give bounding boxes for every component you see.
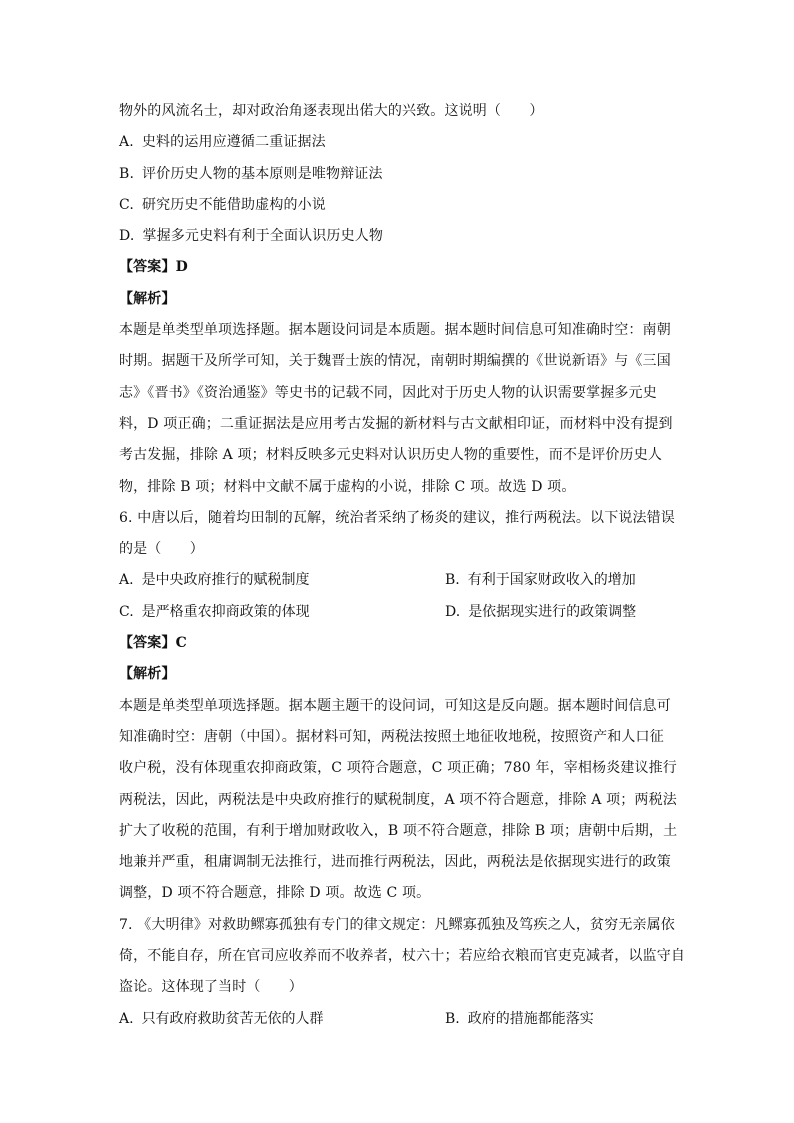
q5-option-a: [119, 127, 679, 158]
q7-options-row-1: [119, 1004, 679, 1035]
option-text: 是中央政府推行的赋税制度: [141, 572, 310, 589]
q5-analysis-line: 料，D 项正确；二重证据法是应用考古发掘的新材料与古文献相印证，而材料中没有提到: [119, 415, 673, 432]
option-letter: D.: [119, 228, 135, 245]
option-text: 是严格重农抑商政策的体现: [141, 603, 310, 620]
q7-stem-line: 倚，不能自存，所在官司应收养而不收养者，杖六十；若应给衣粮而官吏克减者，以监守自: [119, 948, 685, 965]
option-text: 研究历史不能借助虚构的小说: [141, 196, 326, 213]
q5-analysis-heading: 【解析】: [119, 290, 176, 307]
q6-analysis-line: 调整，D 项不符合题意，排除 D 项。故选 C 项。: [119, 885, 431, 902]
q7-stem-line: 盗论。这体现了当时（ ）: [119, 979, 303, 996]
option-text: 政府的措施都能落实: [467, 1010, 594, 1027]
option-text: 是依据现实进行的政策调整: [468, 603, 637, 620]
q7-option-b: [445, 1004, 594, 1035]
q6-option-b: [445, 565, 636, 596]
q6-analysis-heading: 【解析】: [119, 666, 176, 683]
option-letter: A.: [119, 572, 134, 589]
q6-option-c: [119, 597, 445, 628]
q6-option-d: [445, 597, 636, 628]
q5-option-d: [119, 221, 679, 252]
q6-options-row-1: [119, 565, 679, 596]
option-letter: B.: [445, 572, 460, 589]
q6-analysis-line: 收户税，没有体现重农抑商政策，C 项符合题意，C 项正确；780 年，宰相杨炎建议推行: [119, 760, 677, 777]
q7-option-a: [119, 1004, 445, 1035]
option-text: 有利于国家财政收入的增加: [467, 572, 636, 589]
q6-options-row-2: [119, 597, 679, 628]
q5-analysis-line: 本题是单类型单项选择题。据本题设问词是本质题。据本题时间信息可知准确时空：南朝: [119, 322, 671, 339]
q7-stem-line: 7. 《大明律》对救助鳏寡孤独有专门的律文规定：凡鳏寡孤独及笃疾之人，贫穷无亲属依: [119, 916, 675, 933]
q6-analysis-line: 两税法，因此，两税法是中央政府推行的赋税制度，A 项不符合题意，排除 A 项；两税法: [119, 791, 677, 808]
q6-analysis-line: 地兼并严重，租庸调制无法推行，进而推行两税法，因此，两税法是依据现实进行的政策: [119, 854, 671, 871]
q5-analysis-line: 志》《晋书》《资治通鉴》等史书的记载不同，因此对于历史人物的认识需要掌握多元史: [119, 384, 657, 401]
document-page: [119, 96, 685, 1035]
option-letter: A.: [119, 134, 134, 151]
q5-option-c: [119, 190, 679, 221]
option-text: 掌握多元史料有利于全面认识历史人物: [142, 228, 384, 245]
option-letter: B.: [119, 165, 135, 182]
q6-analysis-line: 扩大了收税的范围，有利于增加财政收入，B 项不符合题意，排除 B 项；唐朝中后期，土: [119, 822, 678, 839]
q6-analysis-line: 知准确时空：唐朝（中国）。据材料可知，两税法按照土地征收地税，按照资产和人口征: [119, 728, 664, 745]
option-text: 评价历史人物的基本原则是唯物辩证法: [142, 165, 383, 182]
q6-stem-line: 的是（ ）: [119, 541, 204, 558]
option-letter: B.: [445, 1010, 460, 1027]
q6-analysis-line: 本题是单类型单项选择题。据本题主题干的设问词，可知这是反向题。据本题时间信息可: [119, 697, 671, 714]
option-letter: C.: [119, 196, 134, 213]
q5-analysis-line: 考古发掘，排除 A 项；材料反映多元史料对认识历史人物的重要性，而不是评价历史人: [119, 447, 663, 464]
option-letter: A.: [119, 1010, 134, 1027]
option-letter: C.: [119, 603, 134, 620]
q5-stem-tail: 物外的风流名士，却对政治角逐表现出偌大的兴致。这说明（ ）: [119, 103, 544, 119]
q6-stem-line: 6. 中唐以后，随着均田制的瓦解，统治者采纳了杨炎的建议，推行两税法。以下说法错误: [119, 509, 675, 526]
q5-answer: 【答案】D: [119, 259, 188, 276]
option-letter: D.: [445, 603, 461, 620]
q6-answer: 【答案】C: [119, 635, 187, 652]
option-text: 只有政府救助贫苦无依的人群: [141, 1010, 324, 1027]
option-text: 史料的运用应遵循二重证据法: [141, 134, 326, 151]
q5-option-b: [119, 159, 679, 190]
q6-option-a: [119, 565, 445, 596]
q5-analysis-line: 物，排除 B 项；材料中文献不属于虚构的小说，排除 C 项。故选 D 项。: [119, 478, 576, 495]
q5-analysis-line: 时期。据题干及所学可知，关于魏晋士族的情况，南朝时期编撰的《世说新语》与《三国: [119, 353, 671, 370]
